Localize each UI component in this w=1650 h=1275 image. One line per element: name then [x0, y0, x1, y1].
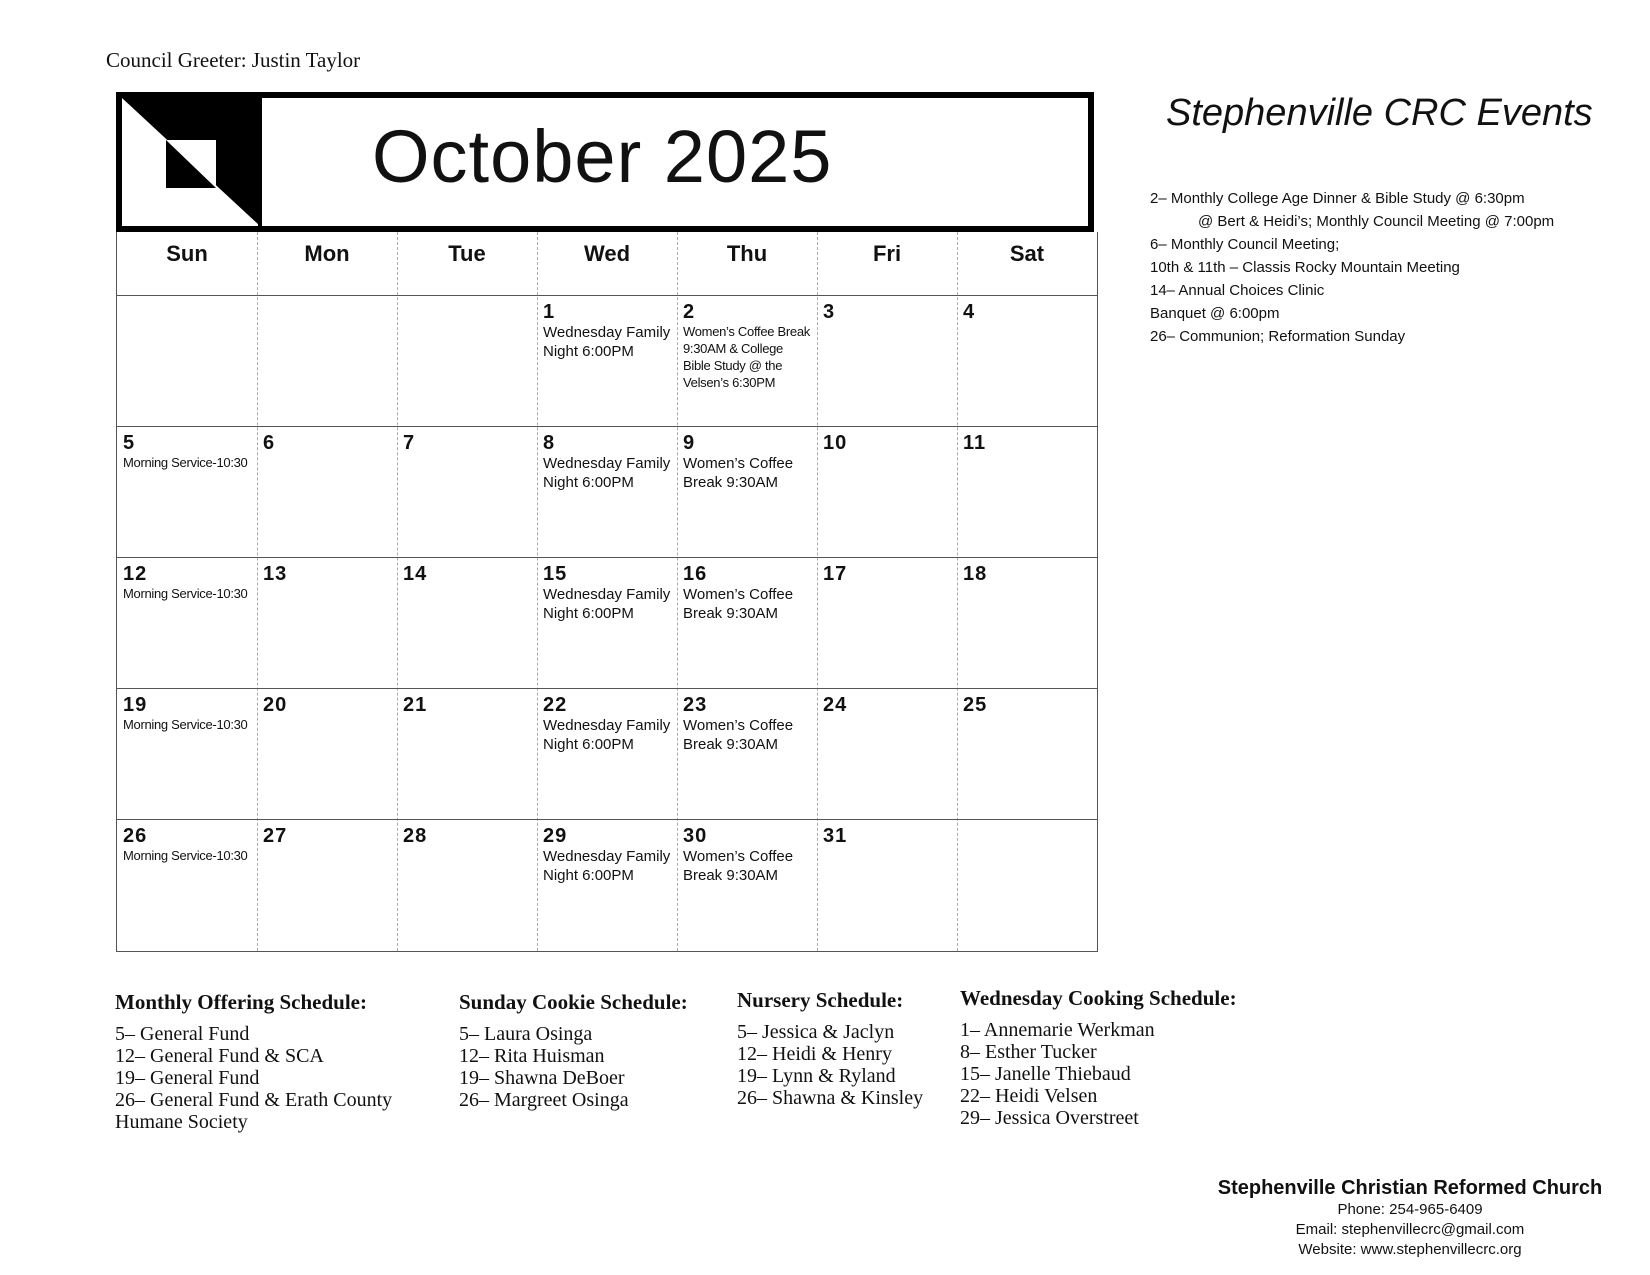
quilt-logo-icon	[122, 98, 262, 226]
phone-number: Phone: 254-965-6409	[1337, 1201, 1483, 1218]
day-cell[interactable]	[677, 557, 817, 688]
day-cell[interactable]	[257, 819, 397, 950]
schedule-title: Sunday Cookie Schedule:	[459, 990, 688, 1014]
events-panel-title: Stephenville CRC Events	[1166, 92, 1593, 134]
calendar-header	[116, 92, 1094, 232]
day-cell[interactable]	[257, 426, 397, 557]
schedule-row: 19– Shawna DeBoer	[459, 1067, 625, 1089]
schedule-row: 5– General Fund	[115, 1023, 250, 1045]
day-number: 3	[823, 301, 836, 323]
day-event: Wednesday Family Night 6:00PM	[543, 586, 671, 622]
day-cell[interactable]	[397, 819, 537, 950]
day-event: Morning Service-10:30	[123, 455, 248, 470]
day-number: 21	[403, 694, 428, 716]
day-number: 2	[683, 301, 696, 323]
event-item: 14– Annual Choices Clinic	[1150, 282, 1325, 299]
day-number: 10	[823, 432, 848, 454]
schedule-row: 19– General Fund	[115, 1067, 260, 1089]
day-cell[interactable]	[957, 557, 1097, 688]
day-cell[interactable]	[957, 295, 1097, 426]
day-event: Morning Service-10:30	[123, 717, 248, 732]
day-number: 25	[963, 694, 988, 716]
schedule-row: 5– Laura Osinga	[459, 1023, 593, 1045]
day-cell[interactable]	[397, 557, 537, 688]
day-number: 24	[823, 694, 848, 716]
month-title: October 2025	[372, 115, 833, 198]
weekday-fri: Fri	[872, 241, 902, 266]
weekday-sun: Sun	[166, 241, 208, 266]
day-number: 19	[123, 694, 148, 716]
day-cell[interactable]	[397, 688, 537, 819]
event-item: 10th & 11th – Classis Rocky Mountain Meeting	[1150, 259, 1460, 276]
day-number: 29	[543, 825, 568, 847]
day-cell[interactable]	[817, 688, 957, 819]
day-cell[interactable]	[817, 426, 957, 557]
schedule-row: 22– Heidi Velsen	[960, 1085, 1098, 1107]
church-name: Stephenville Christian Reformed Church	[1217, 1177, 1603, 1199]
day-number: 30	[683, 825, 708, 847]
day-event: Women’s Coffee Break 9:30AM	[683, 455, 794, 491]
day-number: 6	[263, 432, 276, 454]
day-cell[interactable]	[537, 426, 677, 557]
day-number: 11	[963, 432, 987, 454]
event-item: 6– Monthly Council Meeting;	[1150, 236, 1340, 253]
day-cell[interactable]	[817, 557, 957, 688]
day-event: Wednesday Family Night 6:00PM	[543, 324, 671, 360]
calendar-grid	[116, 232, 1098, 952]
cookie-schedule	[459, 990, 729, 1111]
day-cell[interactable]	[817, 295, 957, 426]
day-number: 8	[543, 432, 556, 454]
nursery-schedule	[737, 988, 947, 1109]
schedule-row: 26– Margreet Osinga	[459, 1089, 629, 1111]
day-number: 23	[683, 694, 708, 716]
day-cell[interactable]	[677, 426, 817, 557]
weekday-sat: Sat	[1009, 241, 1045, 266]
schedule-row: 12– Rita Huisman	[459, 1045, 605, 1067]
event-item: 2– Monthly College Age Dinner & Bible Study @ 6:30pm	[1150, 190, 1525, 207]
council-greeter: Council Greeter: Justin Taylor	[106, 48, 361, 72]
weekday-wed: Wed	[583, 241, 631, 266]
schedule-row: 8– Esther Tucker	[960, 1041, 1097, 1063]
day-cell[interactable]	[117, 426, 257, 557]
schedule-row: Humane Society	[115, 1111, 248, 1133]
event-item: 26– Communion; Reformation Sunday	[1150, 328, 1406, 345]
day-number: 28	[403, 825, 428, 847]
day-number: 16	[683, 563, 708, 585]
offering-schedule	[115, 990, 435, 1133]
event-item: Banquet @ 6:00pm	[1150, 305, 1280, 322]
day-cell[interactable]	[257, 688, 397, 819]
website-link[interactable]: Website: www.stephenvillecrc.org	[1298, 1241, 1522, 1258]
weekday-header-row	[117, 232, 1097, 296]
schedule-row: 1– Annemarie Werkman	[960, 1019, 1155, 1041]
schedule-row: 5– Jessica & Jaclyn	[737, 1021, 895, 1043]
day-cell[interactable]	[817, 819, 957, 950]
day-number: 15	[543, 563, 568, 585]
schedule-row: 12– Heidi & Henry	[737, 1043, 892, 1065]
day-number: 18	[963, 563, 988, 585]
day-number: 5	[123, 432, 136, 454]
day-cell[interactable]	[117, 557, 257, 688]
schedule-title: Nursery Schedule:	[737, 988, 904, 1012]
schedule-title: Monthly Offering Schedule:	[115, 990, 367, 1014]
day-cell[interactable]	[957, 426, 1097, 557]
events-list	[1150, 187, 1570, 348]
day-number: 1	[543, 301, 556, 323]
day-event: Wednesday Family Night 6:00PM	[543, 455, 671, 491]
schedule-row: 26– Shawna & Kinsley	[737, 1087, 924, 1109]
email-address[interactable]: Email: stephenvillecrc@gmail.com	[1295, 1221, 1525, 1238]
day-cell[interactable]	[257, 557, 397, 688]
day-cell[interactable]	[677, 688, 817, 819]
day-event: Wednesday Family Night 6:00PM	[543, 848, 671, 884]
day-number: 22	[543, 694, 568, 716]
day-number: 14	[403, 563, 428, 585]
day-number: 17	[823, 563, 848, 585]
schedule-title: Wednesday Cooking Schedule:	[960, 986, 1237, 1010]
day-event: Morning Service-10:30	[123, 848, 248, 863]
day-number: 7	[403, 432, 416, 454]
church-contact-footer	[1180, 1176, 1640, 1260]
event-item: @ Bert & Heidi’s; Monthly Council Meeting @ 7:00pm	[1198, 213, 1555, 230]
day-cell[interactable]	[957, 688, 1097, 819]
cooking-schedule	[960, 986, 1290, 1129]
day-cell[interactable]	[537, 295, 677, 426]
day-number: 12	[123, 563, 148, 585]
schedule-row: 19– Lynn & Ryland	[737, 1065, 896, 1087]
day-cell[interactable]	[537, 819, 677, 950]
day-cell[interactable]	[537, 557, 677, 688]
day-cell[interactable]	[397, 426, 537, 557]
day-event: Women’s Coffee Break 9:30AM	[683, 586, 794, 622]
day-number: 9	[683, 432, 696, 454]
day-number: 13	[263, 563, 288, 585]
day-number: 27	[263, 825, 288, 847]
day-event: Wednesday Family Night 6:00PM	[543, 717, 671, 753]
day-cell[interactable]	[677, 295, 817, 426]
weekday-mon: Mon	[304, 241, 350, 266]
schedule-row: 12– General Fund & SCA	[115, 1045, 324, 1067]
schedule-row: 29– Jessica Overstreet	[960, 1107, 1139, 1129]
day-number: 31	[823, 825, 848, 847]
weekday-thu: Thu	[726, 241, 768, 266]
day-number: 26	[123, 825, 148, 847]
schedule-row: 15– Janelle Thiebaud	[960, 1063, 1131, 1085]
day-event: Women’s Coffee Break 9:30AM & College Bible Study @ the Velsen’s 6:30PM	[683, 324, 810, 390]
day-cell[interactable]	[537, 688, 677, 819]
day-number: 20	[263, 694, 288, 716]
day-cell[interactable]	[117, 688, 257, 819]
day-event: Women’s Coffee Break 9:30AM	[683, 848, 794, 884]
day-cell[interactable]	[117, 819, 257, 950]
day-cell[interactable]	[677, 819, 817, 950]
day-number: 4	[963, 301, 976, 323]
schedule-row: 26– General Fund & Erath County	[115, 1089, 393, 1111]
weekday-tue: Tue	[448, 241, 486, 266]
day-event: Morning Service-10:30	[123, 586, 248, 601]
day-event: Women’s Coffee Break 9:30AM	[683, 717, 794, 753]
